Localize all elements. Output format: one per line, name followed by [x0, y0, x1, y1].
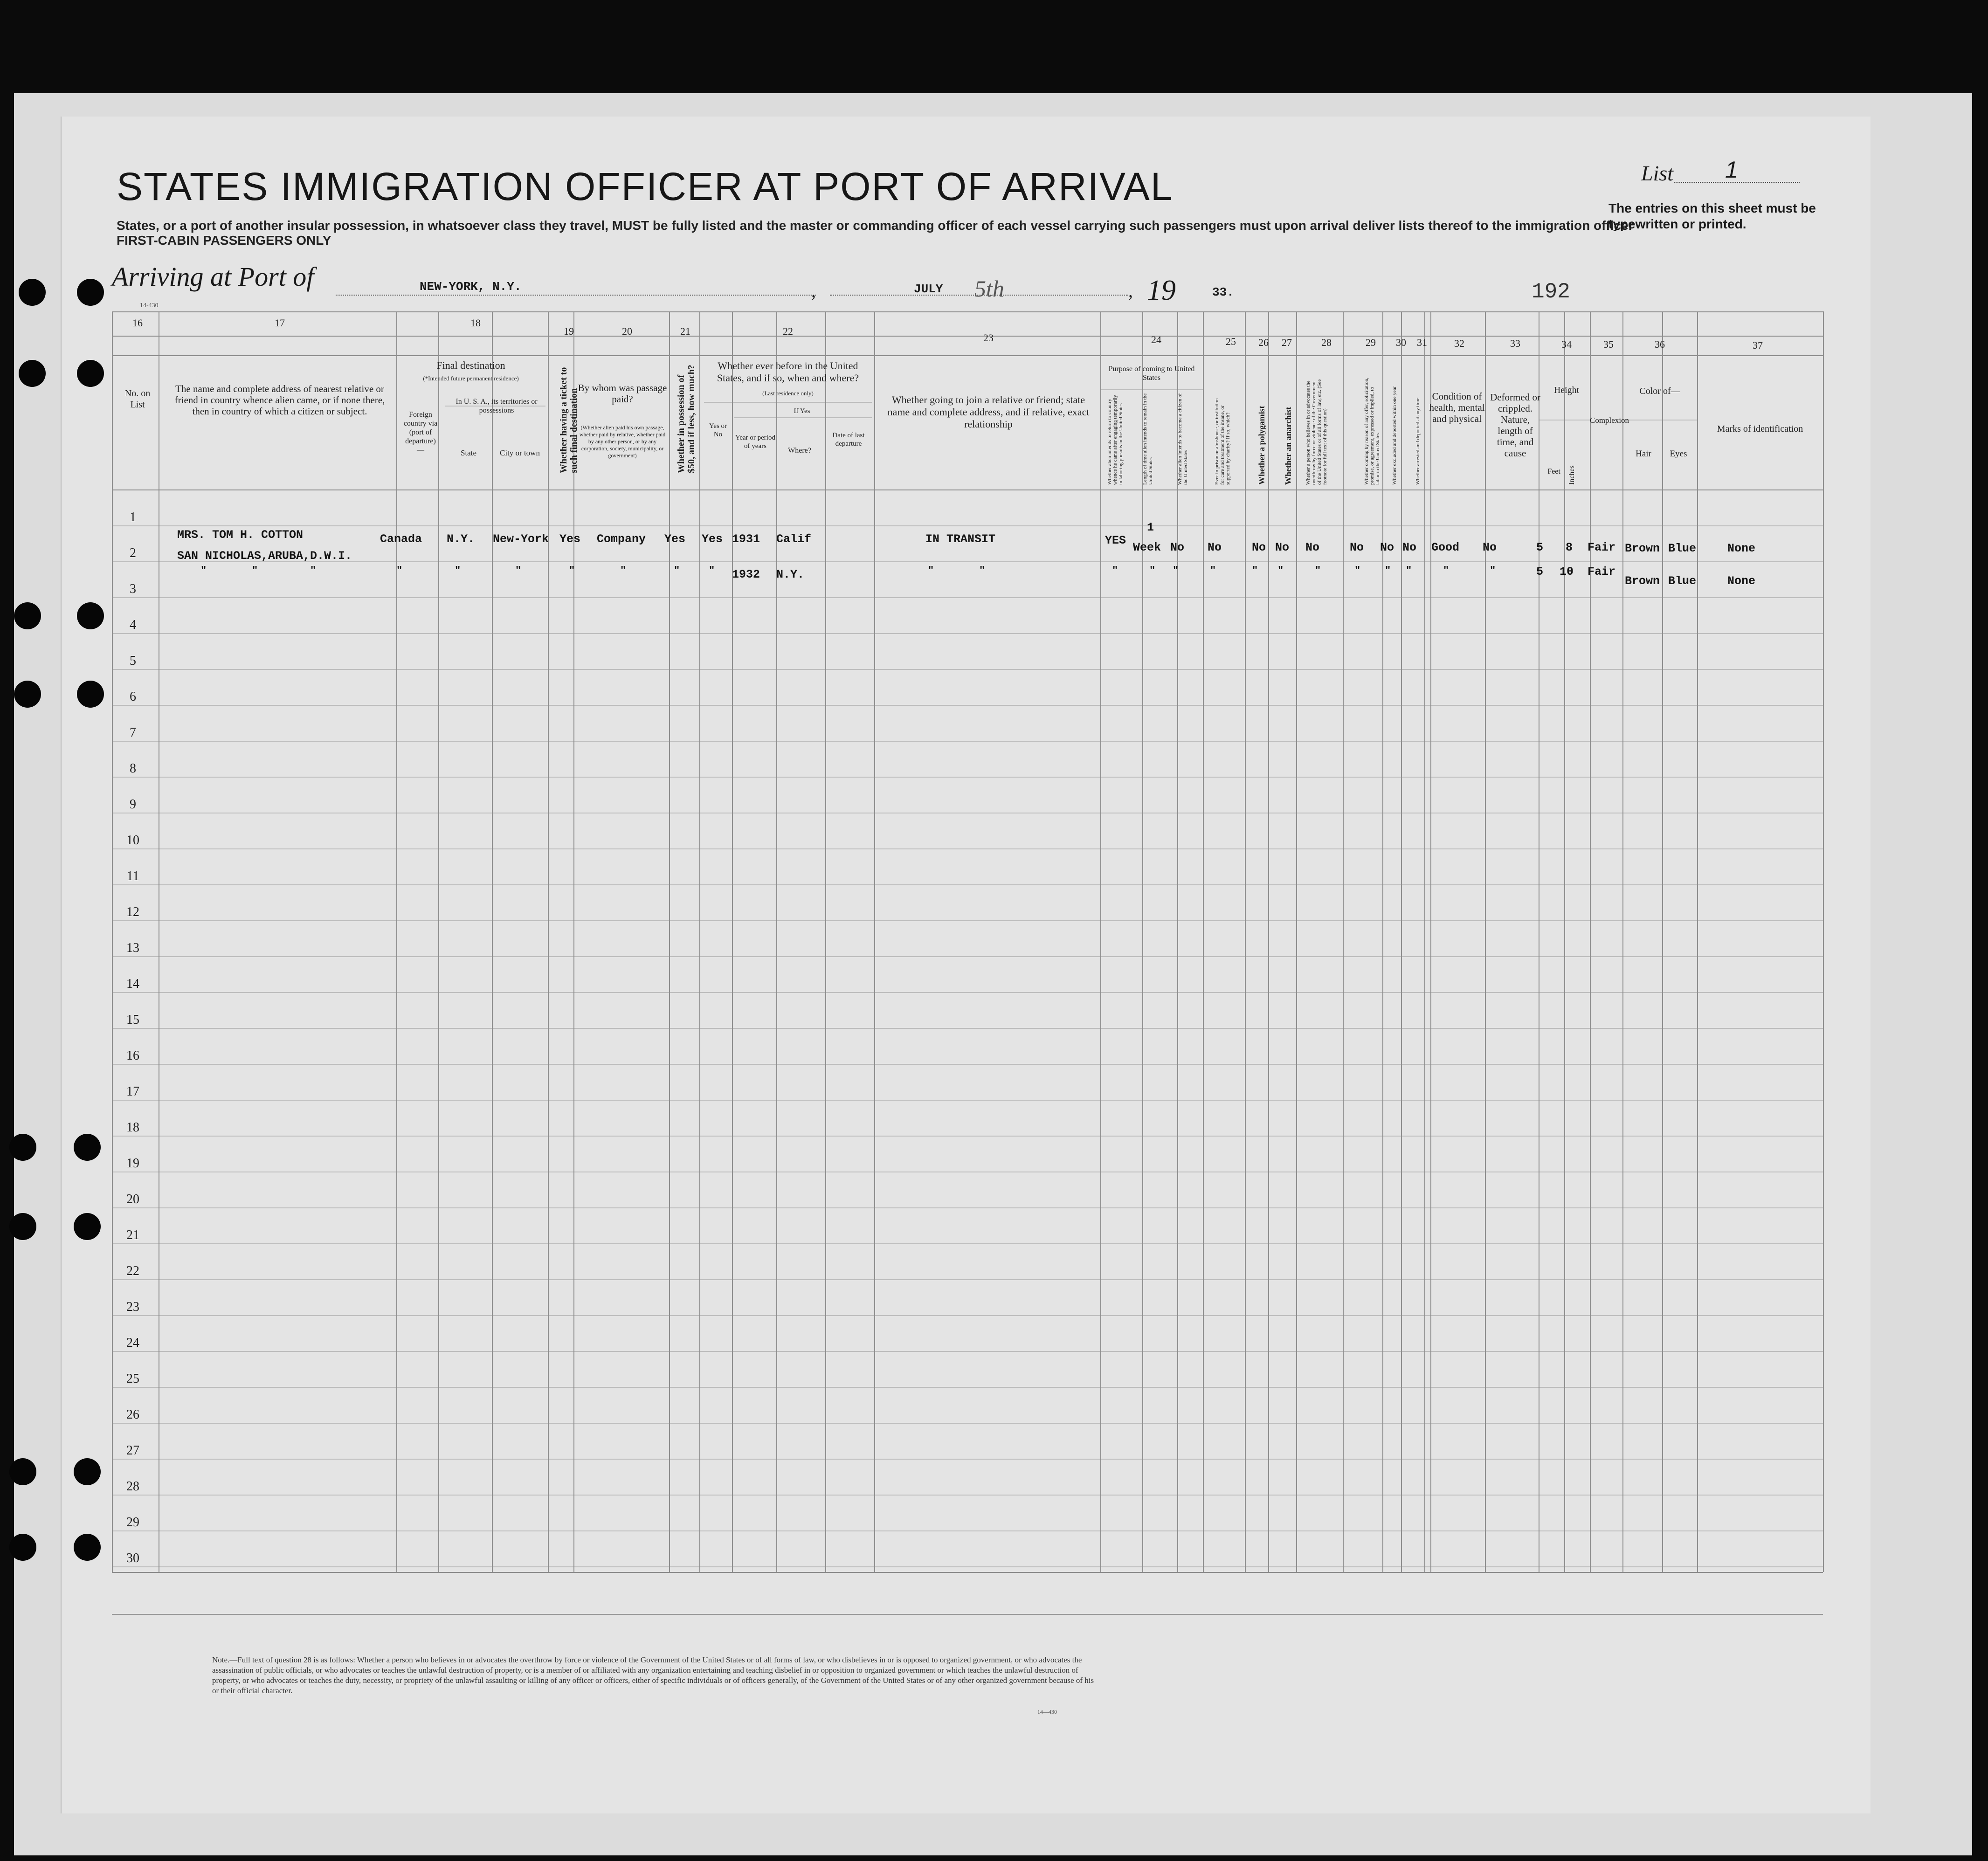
row-number: 29 [126, 1515, 139, 1530]
entry-marks: None [1727, 574, 1756, 588]
row-number: 14 [126, 977, 139, 991]
column-rule [1485, 311, 1486, 1572]
ditto-mark: " [928, 565, 934, 577]
subheader-rule [734, 417, 872, 418]
entry-eyes: Blue [1668, 542, 1697, 555]
header-deported: Whether arrested and deported at any time [1415, 398, 1421, 485]
header-feet: Feet [1547, 468, 1560, 476]
column-number: 27 [1282, 337, 1292, 348]
row-number: 5 [130, 654, 136, 668]
header-anarchist: Whether an anarchist [1284, 407, 1293, 485]
port-underline [336, 295, 816, 296]
ditto-mark: " [515, 565, 522, 577]
row-number: 25 [126, 1372, 139, 1386]
row-number: 18 [126, 1120, 139, 1135]
header-in-usa: In U. S. A., its territories or possessions [456, 398, 538, 414]
entry-inches: 10 [1560, 565, 1574, 579]
entry-years: 1932 [732, 568, 760, 581]
column-number: 25 [1226, 336, 1236, 347]
row-rule [112, 777, 1823, 778]
typewritten-note: The entries on this sheet must be typewritten or printed. [1608, 201, 1816, 231]
page-title: STATES IMMIGRATION OFFICER AT PORT OF ARRIVAL [117, 165, 1173, 208]
header-bottom-rule [112, 489, 1823, 490]
column-number: 31 [1417, 337, 1427, 348]
column-rule [492, 311, 493, 1572]
ditto-mark: " [1112, 565, 1118, 577]
row-rule [112, 1100, 1823, 1101]
header-passage-paid-note: (Whether alien paid his own passage, whether paid by relative, whether paid by any other person, or by any corporation, society, municipality, or government) [579, 424, 666, 459]
arriving-label: Arriving at Port of [112, 262, 314, 292]
row-number: 4 [130, 618, 136, 632]
column-rule [1430, 311, 1431, 1572]
ditto-mark: " [310, 565, 317, 577]
column-rule [1662, 311, 1663, 1572]
row-number: 26 [126, 1407, 139, 1422]
header-polygamist: Whether a polygamist [1257, 406, 1266, 485]
binder-hole [9, 1134, 36, 1161]
ditto-mark: " [1173, 565, 1179, 577]
header-height: Height [1553, 385, 1580, 395]
comma: , [1128, 280, 1133, 301]
column-rule [1268, 311, 1269, 1572]
column-rule [438, 311, 439, 1572]
row-number: 15 [126, 1013, 139, 1027]
column-number: 37 [1753, 339, 1763, 351]
row-rule [112, 1243, 1823, 1244]
comma: , [811, 280, 816, 301]
binder-hole [77, 602, 104, 629]
column-number: 28 [1321, 337, 1332, 348]
binder-hole [74, 1534, 101, 1561]
entry-marks: None [1727, 542, 1756, 555]
column-rule [1401, 311, 1402, 1572]
row-rule [112, 1064, 1823, 1065]
entry-relative-name: MRS. TOM H. COTTON [177, 528, 304, 542]
entry-where: Calif [776, 532, 812, 546]
header-excluded: Whether excluded and deported within one year [1392, 386, 1397, 485]
column-rule [1564, 311, 1565, 1572]
header-ever-in-us-note: (Last residence only) [762, 390, 814, 397]
column-number: 21 [680, 325, 690, 337]
ditto-mark: " [252, 565, 258, 577]
arrival-port: NEW-YORK, N.Y. [420, 280, 522, 294]
column-number: 32 [1454, 338, 1464, 349]
column-rule [776, 311, 777, 1572]
entry-hair: Brown [1625, 542, 1660, 555]
binder-hole [9, 1534, 36, 1561]
entry-polygamist: No [1252, 541, 1266, 554]
header-eyes: Eyes [1670, 449, 1687, 459]
row-number: 8 [130, 761, 136, 776]
entry-return-intent: YES [1105, 534, 1126, 547]
row-number: 27 [126, 1443, 139, 1458]
entry-overthrow: No [1305, 541, 1320, 554]
row-number: 30 [126, 1551, 139, 1565]
entry-ticket: Yes [559, 532, 581, 546]
header-rule [112, 355, 1823, 356]
entry-passage-paid: Company [597, 532, 646, 546]
column-number: 30 [1396, 337, 1406, 348]
row-rule [112, 1423, 1823, 1424]
footnote: Note.—Full text of question 28 is as follows: Whether a person who believes in or advocates the overthrow by force or violence of the Government of the United States or of all forms of law, or who disbelieves in or is opposed to organized government, or who advocates the assassination of public officials, or who advocates or teaches the unlawful destruction of property, or is a member of or affiliated with any organization entertaining and teaching disbelief in or opposition to organized government or which teaches the unlawful destruction of property, or who advocates or teaches the duty, necessity, or propriety of the unlawful assaulting or killing of any officer or officers, either of specific individuals or of officers generally, of the Government of the United States or of any other organized government because of his or their official character. [212, 1655, 1094, 1695]
header-labor-offer: Whether coming by reason of any offer, solicitation, promise, or agreement, expressed or implied, to labor in the United States [1364, 378, 1381, 485]
binder-hole [19, 279, 46, 306]
row-rule [112, 1566, 1823, 1567]
column-number: 29 [1366, 337, 1376, 348]
binder-hole [14, 602, 41, 629]
ditto-mark: " [1406, 565, 1412, 577]
row-rule [112, 1459, 1823, 1460]
row-number: 12 [126, 905, 139, 919]
entry-labor-offer: No [1350, 541, 1364, 554]
footer-form-code: 14—430 [1037, 1709, 1057, 1715]
row-number: 23 [126, 1300, 139, 1314]
row-rule [112, 1495, 1823, 1496]
row-number: 22 [126, 1264, 139, 1278]
header-final-destination: Final destination [436, 359, 505, 371]
ditto-mark: " [1277, 565, 1284, 577]
column-number: 16 [132, 317, 143, 329]
ditto-mark: " [455, 565, 461, 577]
row-rule [112, 1136, 1823, 1137]
column-number: 24 [1151, 334, 1161, 345]
row-rule [112, 1207, 1823, 1208]
row-rule [112, 884, 1823, 885]
header-final-destination-note: (*Intended future permanent residence) [423, 375, 519, 382]
row-number: 7 [130, 725, 136, 740]
ditto-mark: " [1149, 565, 1156, 577]
row-number: 21 [126, 1228, 139, 1242]
entry-length-stay-unit: Week [1133, 541, 1161, 554]
header-state: State [461, 448, 476, 457]
entry-foreign-country: Canada [380, 532, 422, 546]
entry-hair: Brown [1625, 574, 1660, 588]
instructions-text: States, or a port of another insular possession, in whatsoever class they travel, MUST be fully listed and the master or commanding officer of each vessel carrying such passengers must upon arrival deliver lists thereof to the immigration officer [117, 218, 1634, 233]
column-rule [1823, 311, 1824, 1572]
header-identification: Marks of identification [1717, 424, 1803, 434]
column-rule [1343, 311, 1344, 1572]
header-yes-no: Yes or No [709, 422, 727, 438]
binder-hole [14, 681, 41, 708]
header-overthrow: Whether a person who believes in or advocates the overthrow by force or violence of the Government of the United States or of all forms of law, etc. (See footnote for full text of this question) [1305, 379, 1328, 485]
binder-hole [9, 1458, 36, 1485]
entry-complexion: Fair [1588, 541, 1616, 554]
header-health: Condition of health, mental and physical [1429, 391, 1485, 424]
row-rule [112, 1279, 1823, 1280]
header-length-stay: Length of time alien intends to remain in the United States [1142, 393, 1153, 485]
column-rule [1245, 311, 1246, 1572]
entry-where: N.Y. [776, 568, 805, 581]
column-rule [1177, 311, 1178, 1572]
entry-ever-in-us: Yes [702, 532, 723, 546]
form-code: 14-430 [140, 302, 159, 309]
row-number: 13 [126, 941, 139, 955]
row-number: 24 [126, 1336, 139, 1350]
row-rule [112, 848, 1823, 849]
year-suffix: 33. [1212, 285, 1234, 299]
row-rule [112, 1530, 1823, 1531]
column-rule [1296, 311, 1297, 1572]
entry-feet: 5 [1536, 541, 1544, 554]
entry-deformed: No [1483, 541, 1497, 554]
row-rule [112, 1315, 1823, 1316]
entry-years: 1931 [732, 532, 760, 546]
column-rule [699, 311, 700, 1572]
row-number: 16 [126, 1048, 139, 1063]
row-rule [112, 1351, 1823, 1352]
header-passage-paid: By whom was passage paid? [578, 382, 667, 405]
row-rule [112, 1028, 1823, 1029]
ditto-mark: " [1385, 565, 1391, 577]
header-complexion: Complexion [1590, 416, 1629, 425]
entry-prison: No [1208, 541, 1222, 554]
binder-hole [77, 681, 104, 708]
column-number: 19 [564, 325, 574, 337]
entry-health: Good [1431, 541, 1460, 554]
header-ever-in-us: Whether ever before in the United States, and if so, when and where? [717, 360, 859, 384]
row-rule [112, 1387, 1823, 1388]
header-deformed: Deformed or crippled. Nature, length of time, and cause [1490, 392, 1540, 459]
header-inches: Inches [1568, 465, 1576, 485]
column-number: 23 [983, 332, 994, 344]
row-number: 17 [126, 1084, 139, 1099]
column-rule [874, 311, 875, 1572]
row-rule [112, 992, 1823, 993]
sheet-number: 192 [1532, 280, 1570, 304]
table-bottom-rule [112, 1572, 1823, 1573]
row-number: 20 [126, 1192, 139, 1206]
entry-anarchist: No [1275, 541, 1290, 554]
ditto-mark: " [1315, 565, 1321, 577]
column-number: 26 [1258, 337, 1269, 348]
column-rule [1142, 311, 1143, 1572]
entry-relative-address: SAN NICHOLAS,ARUBA,D.W.I. [177, 549, 352, 563]
ditto-mark: " [1210, 565, 1216, 577]
header-purpose: Purpose of coming to United States [1108, 365, 1195, 382]
column-rule [548, 311, 549, 1572]
column-rule [669, 311, 670, 1572]
entry-joining: IN TRANSIT [925, 532, 996, 546]
row-number: 1 [130, 510, 136, 524]
column-rule [1622, 311, 1623, 1572]
column-number-rule [112, 336, 1823, 337]
header-ticket: Whether having a ticket to such final destination [559, 367, 579, 473]
ditto-mark: " [1354, 565, 1361, 577]
row-rule [112, 741, 1823, 742]
year-prefix: 19 [1147, 275, 1176, 306]
row-number: 6 [130, 689, 136, 704]
column-rule [1100, 311, 1101, 1572]
row-rule [112, 705, 1823, 706]
row-rule [112, 920, 1823, 921]
header-if-yes: If Yes [794, 407, 810, 415]
column-rule [732, 311, 733, 1572]
row-number: 3 [130, 582, 136, 596]
entry-feet: 5 [1536, 565, 1544, 579]
row-number: 9 [130, 797, 136, 812]
header-hair: Hair [1636, 449, 1651, 459]
passenger-class: FIRST-CABIN PASSENGERS ONLY [117, 233, 331, 248]
row-number: 11 [126, 869, 139, 883]
header-foreign-country: Foreign country via (port of departure)— [403, 411, 438, 454]
header-return-intent: Whether alien intends to return to country whence he came after engaging temporarily in laboring pursuits in the United States [1107, 395, 1124, 485]
row-number: 19 [126, 1156, 139, 1171]
column-rule [1382, 311, 1383, 1572]
subheader-rule [704, 402, 872, 403]
binder-hole [77, 279, 104, 306]
ditto-mark: " [620, 565, 627, 577]
header-years: Year or period of years [735, 434, 775, 450]
ditto-mark: " [200, 565, 207, 577]
ditto-mark: " [979, 565, 986, 577]
ditto-mark: " [1490, 565, 1496, 577]
column-number: 18 [470, 317, 481, 329]
binder-hole [77, 360, 104, 387]
binder-hole [19, 360, 46, 387]
list-number: 1 [1725, 157, 1738, 183]
row-rule [112, 633, 1823, 634]
header-last-departure: Date of last departure [832, 432, 865, 448]
column-rule [1590, 311, 1591, 1572]
row-rule [112, 956, 1823, 957]
row-number: 2 [130, 546, 136, 560]
ditto-mark: " [396, 565, 403, 577]
header-city: City or town [500, 448, 540, 457]
column-number: 20 [622, 325, 632, 337]
header-relative: The name and complete address of nearest relative or friend in country whence alien came, or if none there, then in country of which a citizen or subject. [174, 383, 385, 417]
header-list-number: No. on List [124, 388, 151, 410]
list-label: List [1641, 161, 1674, 185]
ditto-mark: " [709, 565, 715, 577]
column-number: 33 [1510, 338, 1520, 349]
row-rule [112, 669, 1823, 670]
entry-deported: No [1402, 541, 1417, 554]
binder-hole [74, 1458, 101, 1485]
binder-hole [74, 1134, 101, 1161]
header-color-of: Color of— [1639, 386, 1680, 396]
entry-inches: 8 [1566, 541, 1573, 554]
binder-hole [9, 1213, 36, 1240]
entry-excluded: No [1380, 541, 1394, 554]
row-number: 10 [126, 833, 139, 848]
ditto-mark: " [674, 565, 680, 577]
column-number: 36 [1655, 338, 1665, 350]
column-rule [1424, 311, 1425, 1572]
header-where: Where? [788, 447, 811, 455]
entry-citizen-intent: No [1170, 541, 1185, 554]
entry-city: New-York [493, 532, 549, 546]
column-rule [396, 311, 397, 1572]
header-possession-50: Whether in possession of $50, and if less, how much? [676, 365, 697, 473]
footer-rule [112, 1614, 1823, 1615]
entry-length-stay-number: 1 [1147, 521, 1154, 534]
column-rule [1697, 311, 1698, 1572]
entry-complexion: Fair [1588, 565, 1616, 579]
ditto-mark: " [1252, 565, 1258, 577]
row-rule [112, 561, 1823, 562]
entry-state: N.Y. [447, 532, 475, 546]
header-joining-relative: Whether going to join a relative or friend; state name and complete address, and if relative, exact relationship [887, 394, 1090, 430]
column-rule [573, 311, 574, 1572]
table-top-rule [112, 311, 1823, 312]
row-rule [112, 525, 1823, 526]
column-rule [825, 311, 826, 1572]
ditto-mark: " [569, 565, 575, 577]
column-rule [1203, 311, 1204, 1572]
header-citizen-intent: Whether alien intends to become a citizen of the United States [1177, 393, 1188, 485]
ditto-mark: " [1443, 565, 1450, 577]
column-number: 35 [1603, 338, 1614, 350]
binder-hole [74, 1213, 101, 1240]
column-number: 22 [783, 325, 793, 337]
arrival-day: 5th [974, 276, 1004, 302]
header-prison: Ever in prison or almshouse, or institution for care and treatment of the insane, or supported by charity? If so, which? [1214, 398, 1231, 485]
column-number: 34 [1561, 338, 1572, 350]
subheader-rule [1100, 389, 1203, 390]
row-number: 28 [126, 1479, 139, 1494]
row-rule [112, 597, 1823, 598]
manifest-sheet [61, 117, 1871, 1813]
column-number: 17 [275, 317, 285, 329]
entry-eyes: Blue [1668, 574, 1697, 588]
arrival-month: JULY [914, 282, 943, 296]
column-rule [112, 311, 113, 1572]
entry-has-50: Yes [664, 532, 686, 546]
